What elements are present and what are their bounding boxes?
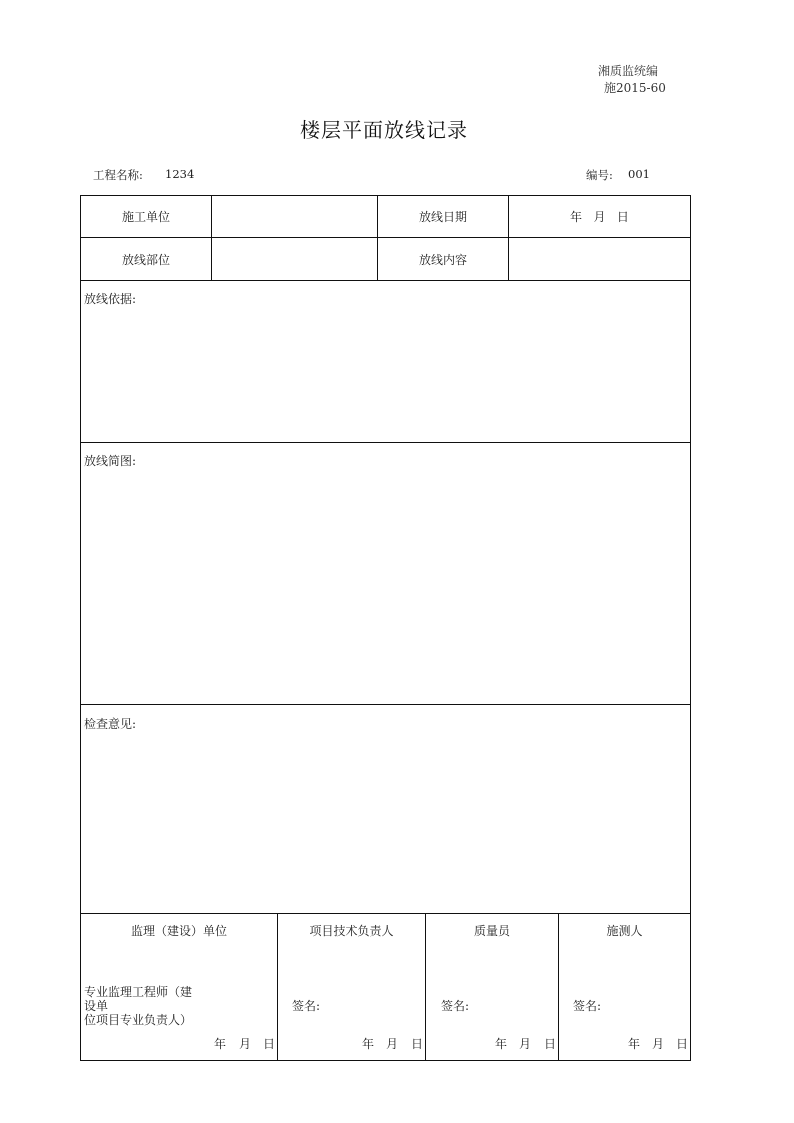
- supervisor-title-line1: 专业监理工程师（建: [84, 985, 193, 999]
- row-divider: [80, 913, 691, 914]
- technical-lead-header: 项目技术负责人: [309, 923, 394, 938]
- construction-unit-field[interactable]: [212, 196, 377, 237]
- supervisor-title-line3: 位项目专业负责人）: [84, 1013, 193, 1027]
- project-name-value[interactable]: 1234: [165, 167, 195, 181]
- row-divider: [80, 704, 691, 705]
- inspection-opinion-label: 检查意见:: [84, 717, 137, 731]
- setout-date-label: 放线日期: [418, 210, 467, 224]
- setout-content-label: 放线内容: [418, 252, 467, 267]
- page-title: 楼层平面放线记录: [300, 118, 468, 142]
- setout-date-field[interactable]: 年 月 日: [570, 210, 629, 224]
- setout-sketch-label: 放线简图:: [84, 454, 137, 468]
- sign-day: 日: [676, 1037, 689, 1051]
- sign-year: 年: [628, 1037, 641, 1051]
- sign-month: 月: [239, 1037, 252, 1051]
- signature-label: 签名:: [292, 999, 321, 1013]
- row-divider: [80, 280, 691, 281]
- sign-day: 日: [411, 1037, 424, 1051]
- sign-year: 年: [495, 1037, 508, 1051]
- number-label: 编号:: [586, 168, 613, 182]
- surveyor-header: 施测人: [606, 923, 643, 938]
- sign-year: 年: [362, 1037, 375, 1051]
- number-value[interactable]: 001: [628, 167, 650, 181]
- form-code: 施2015-60: [604, 81, 666, 95]
- form-series-label: 湘质监统编: [598, 64, 659, 78]
- quality-inspector-header: 质量员: [473, 923, 510, 938]
- sign-year: 年: [214, 1037, 227, 1051]
- sign-month: 月: [652, 1037, 665, 1051]
- project-name-label: 工程名称:: [93, 168, 143, 182]
- construction-unit-label: 施工单位: [121, 210, 170, 224]
- sign-month: 月: [519, 1037, 532, 1051]
- setout-location-label: 放线部位: [121, 252, 170, 267]
- setout-location-field[interactable]: [212, 238, 377, 280]
- signature-label: 签名:: [441, 999, 470, 1013]
- sign-day: 日: [544, 1037, 557, 1051]
- supervision-unit-header: 监理（建设）单位: [130, 923, 227, 938]
- sign-day: 日: [263, 1037, 276, 1051]
- setout-basis-label: 放线依据:: [84, 292, 137, 306]
- signature-label: 签名:: [573, 999, 602, 1013]
- setout-content-field[interactable]: [509, 238, 690, 280]
- supervisor-title-line2: 设单: [84, 999, 109, 1013]
- row-divider: [80, 442, 691, 443]
- sign-month: 月: [386, 1037, 399, 1051]
